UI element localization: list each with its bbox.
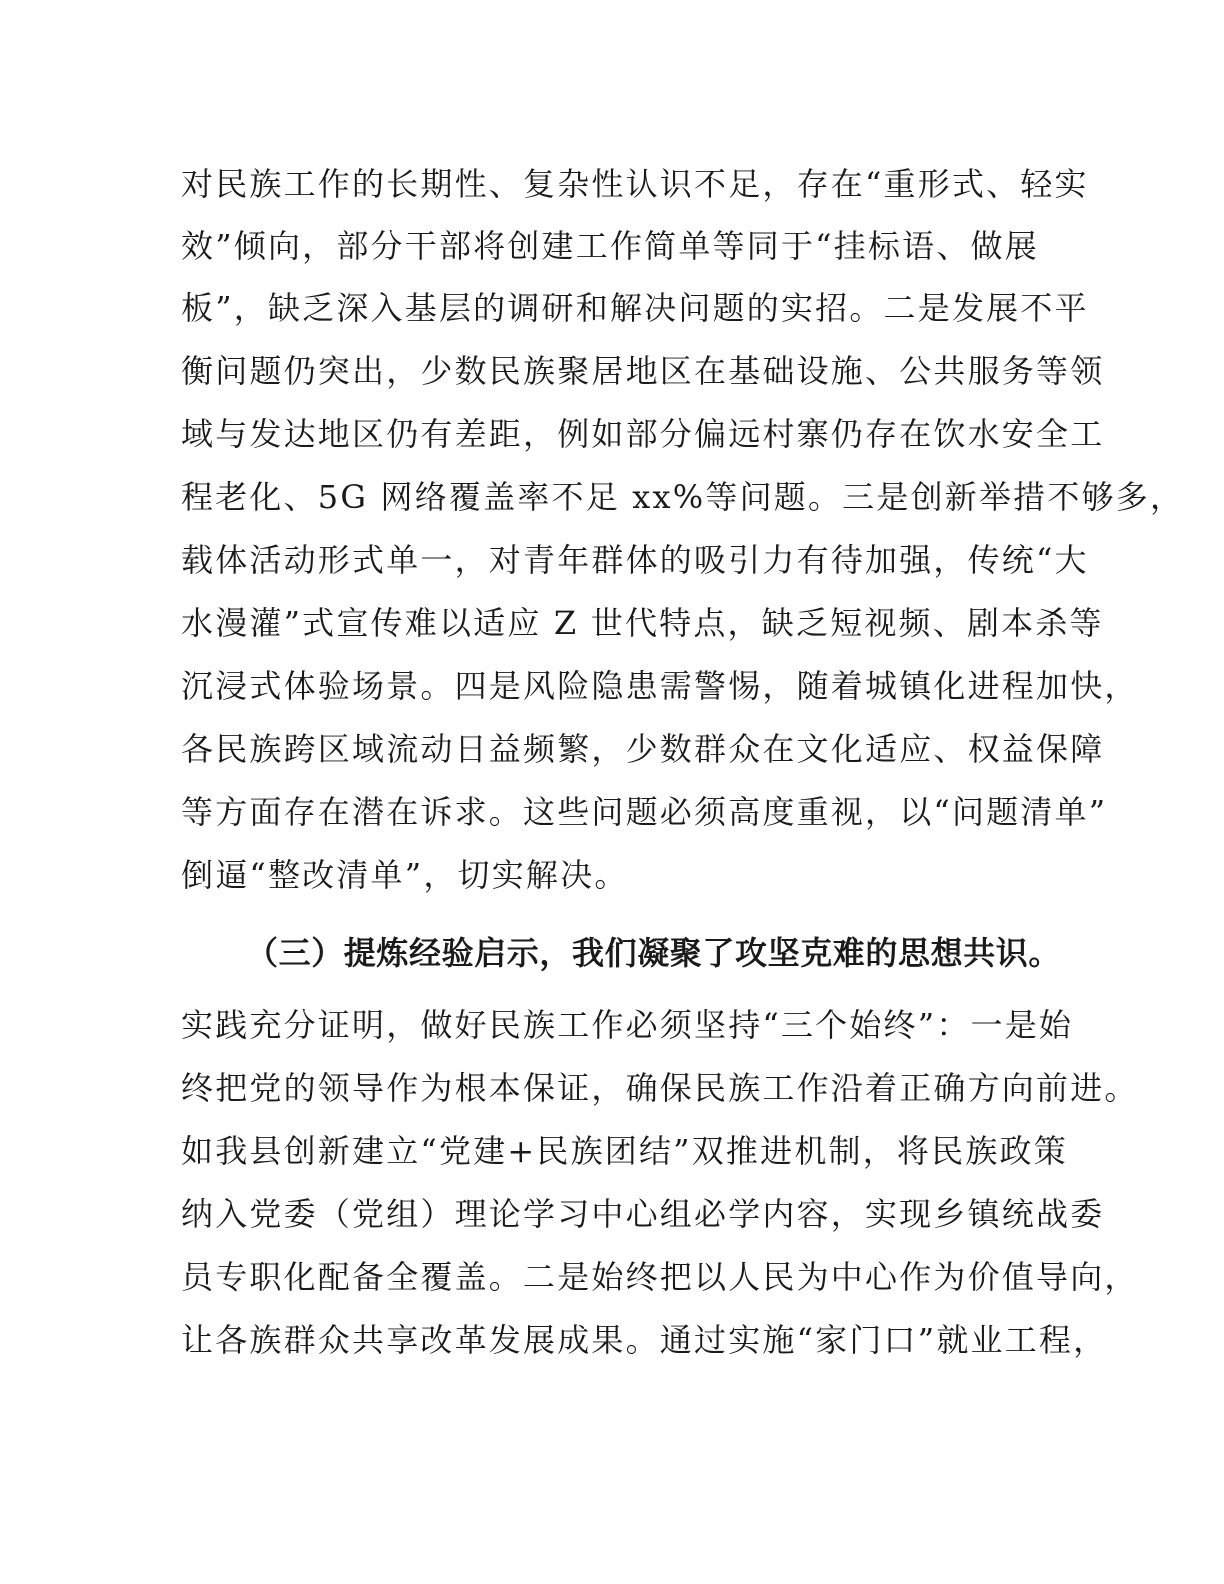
paragraph-line: 水漫灌”式宣传难以适应 Z 世代特点，缺乏短视频、剧本杀等 (181, 604, 1104, 642)
paragraph-line: 如我县创新建立“党建+民族团结”双推进机制，将民族政策 (181, 1132, 1068, 1170)
paragraph-line: 沉浸式体验场景。四是风险隐患需警惕，随着城镇化进程加快， (181, 667, 1139, 705)
paragraph-line: 实践充分证明，做好民族工作必须坚持“三个始终”：一是始 (181, 1006, 1074, 1044)
paragraph-line: 域与发达地区仍有差距，例如部分偏远村寨仍存在饮水安全工 (181, 415, 1105, 453)
paragraph-line: 效”倾向，部分干部将创建工作简单等同于“挂标语、做展 (181, 227, 1039, 265)
paragraph-line: 终把党的领导作为根本保证，确保民族工作沿着正确方向前进。 (181, 1069, 1139, 1107)
section-heading: （三）提炼经验启示，我们凝聚了攻坚克难的思想共识。 (246, 934, 1062, 972)
paragraph-line: 程老化、5G 网络覆盖率不足 xx%等问题。三是创新举措不够多， (181, 478, 1185, 516)
paragraph-line: 员专职化配备全覆盖。二是始终把以人民为中心作为价值导向， (181, 1258, 1139, 1296)
paragraph-line: 纳入党委（党组）理论学习中心组必学内容，实现乡镇统战委 (181, 1195, 1105, 1233)
paragraph-line: 对民族工作的长期性、复杂性认识不足，存在“重形式、轻实 (181, 165, 1089, 203)
paragraph-line: 让各族群众共享改革发展成果。通过实施“家门口”就业工程， (181, 1321, 1108, 1359)
paragraph-line: 衡问题仍突出，少数民族聚居地区在基础设施、公共服务等领 (181, 352, 1105, 390)
paragraph-line: 等方面存在潜在诉求。这些问题必须高度重视，以“问题清单” (181, 793, 1108, 831)
paragraph-line: 载体活动形式单一，对青年群体的吸引力有待加强，传统“大 (181, 541, 1089, 579)
paragraph-line: 板”，缺乏深入基层的调研和解决问题的实招。二是发展不平 (181, 289, 1089, 327)
paragraph-line: 各民族跨区域流动日益频繁，少数群众在文化适应、权益保障 (181, 730, 1105, 768)
paragraph-line: 倒逼“整改清单”，切实解决。 (181, 856, 629, 894)
